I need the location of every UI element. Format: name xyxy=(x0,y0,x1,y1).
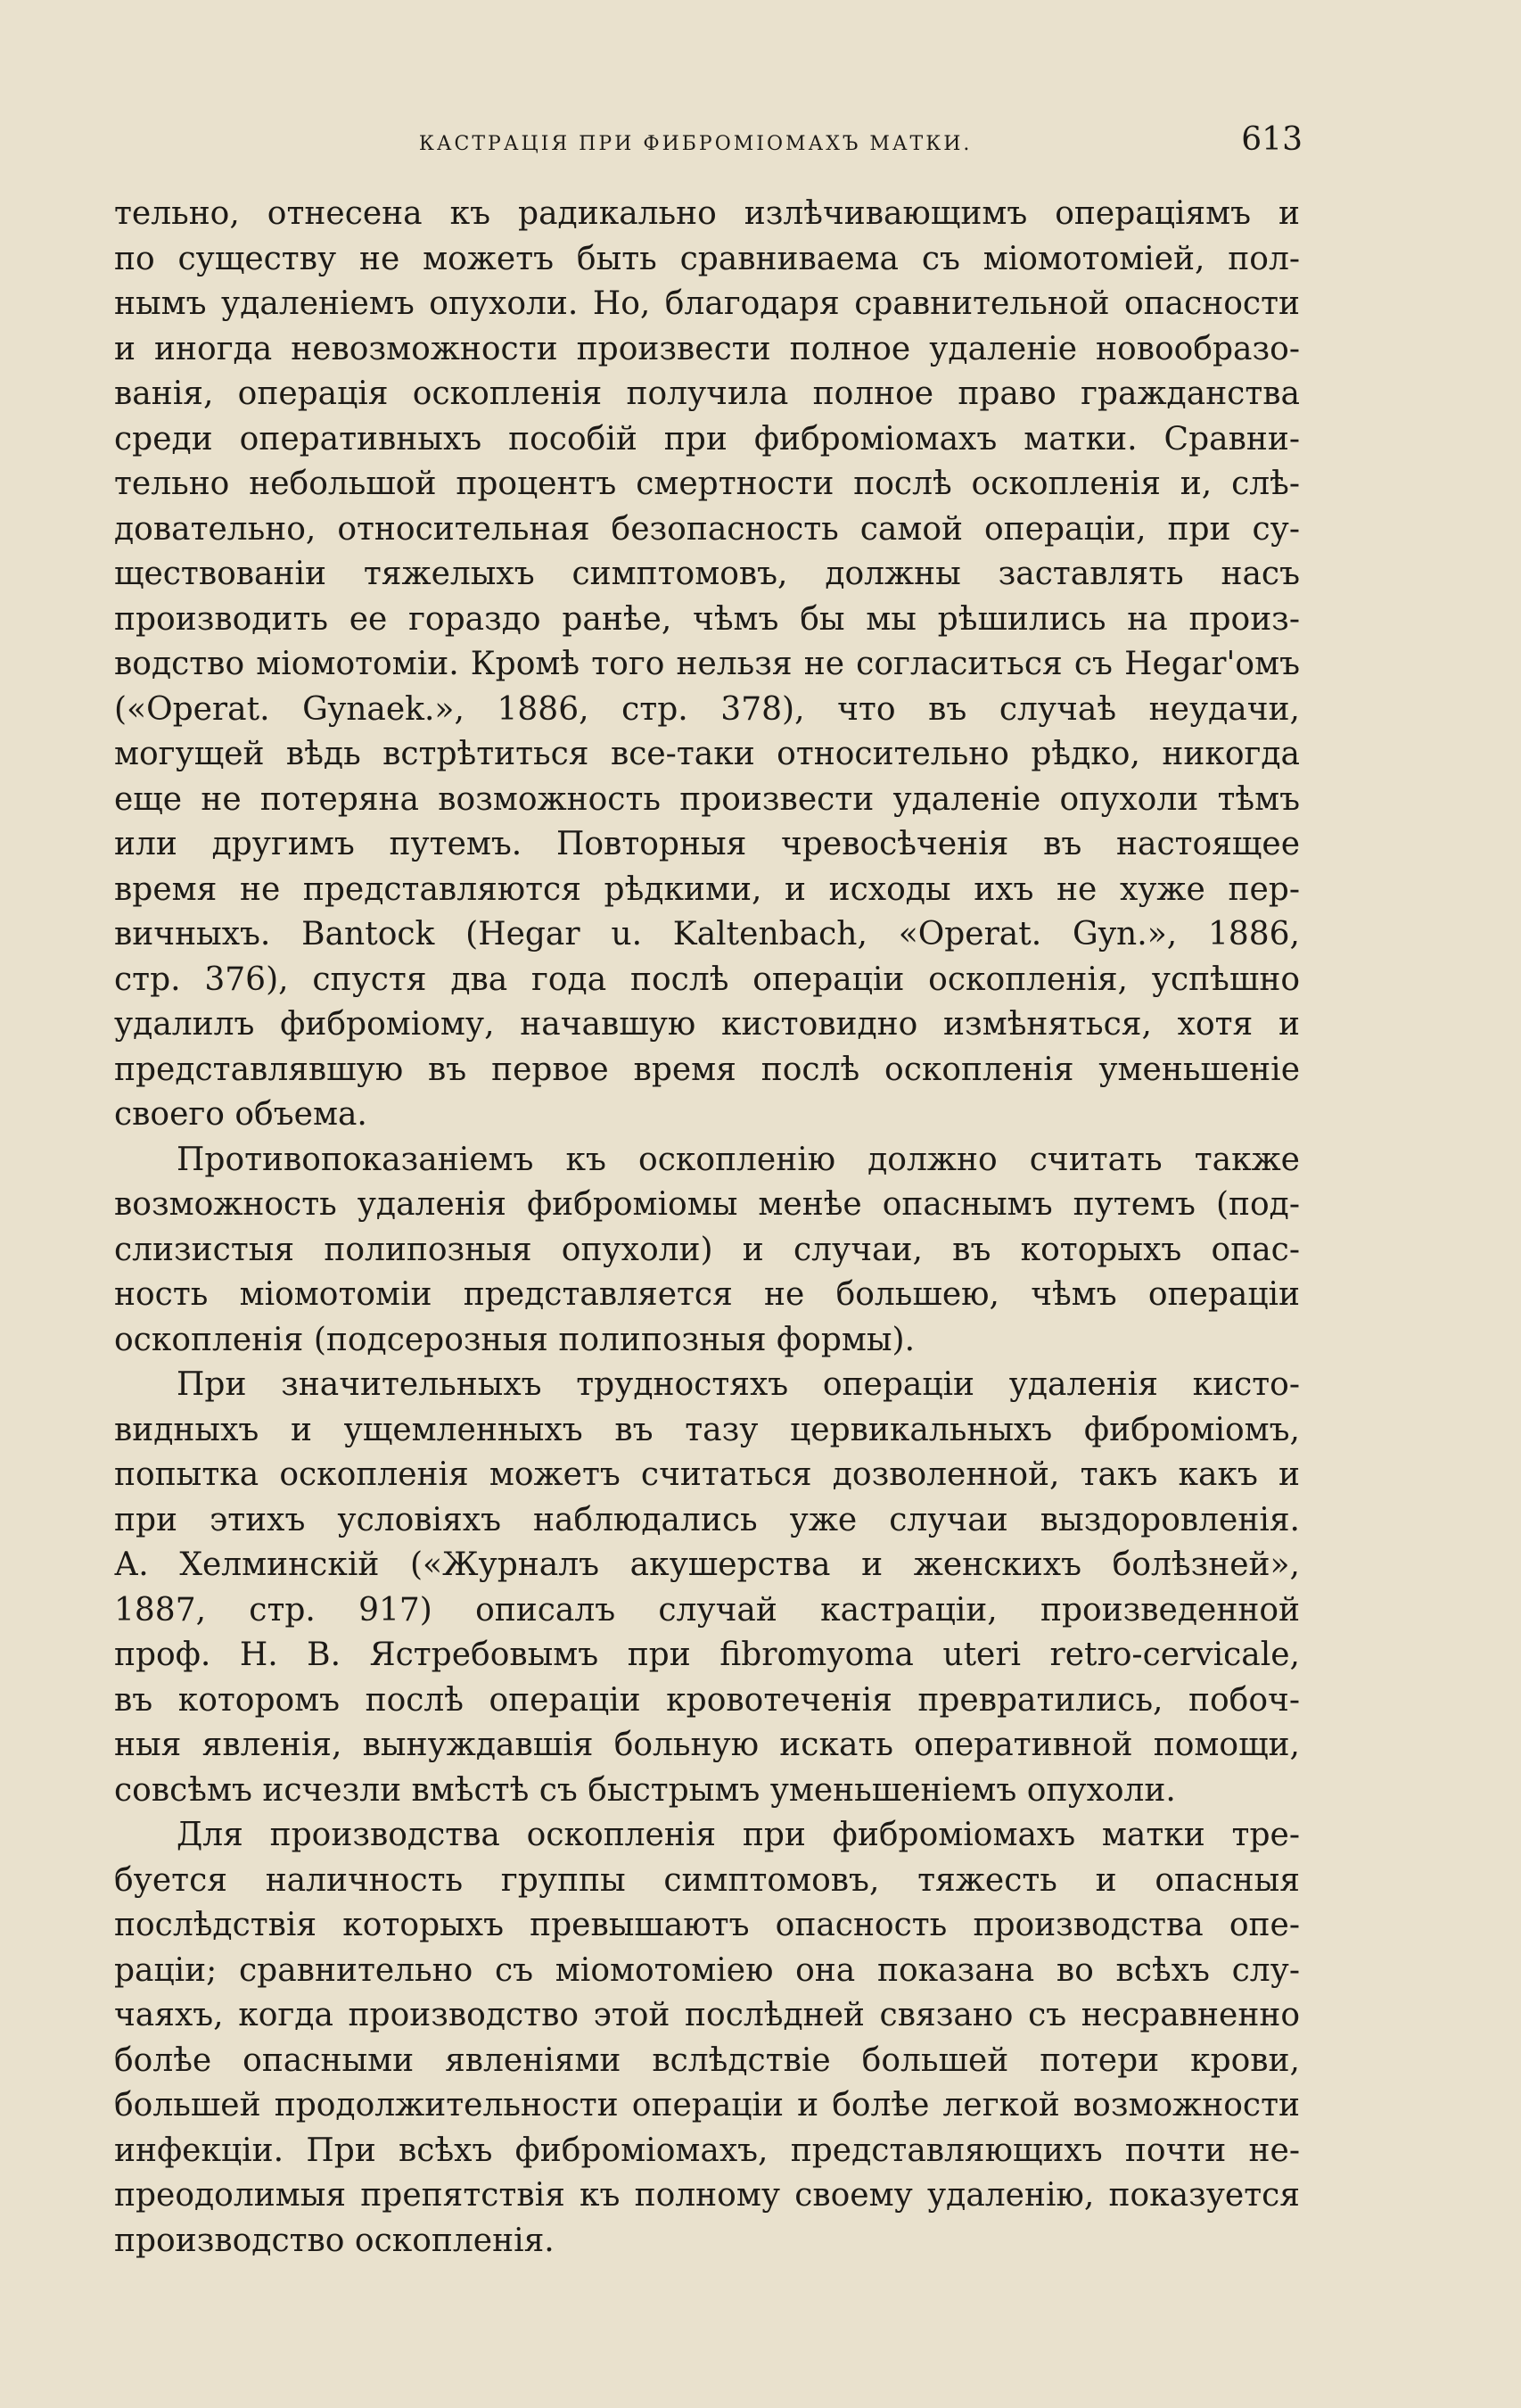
text-line: время не представляются рѣдкими, и исходы ихъ не хуже пер- xyxy=(114,870,1300,908)
text-line: («Operat. Gynaek.», 1886, стр. 378), что въ случаѣ неудачи, xyxy=(114,690,1300,728)
text-line: преодолимыя препятствія къ полному своему удаленію, показуется xyxy=(114,2177,1300,2214)
text-line: инфекціи. При всѣхъ фиброміомахъ, представляющихъ почти не- xyxy=(114,2132,1300,2169)
text-line: видныхъ и ущемленныхъ въ тазу цервикальныхъ фиброміомъ, xyxy=(114,1411,1300,1448)
text-line: послѣдствія которыхъ превышаютъ опасность производства опе- xyxy=(114,1907,1300,1943)
text-line: водство міомотоміи. Кромѣ того нельзя не согласиться съ Hegar'омъ xyxy=(114,646,1300,682)
text-line: производить ее гораздо ранѣе, чѣмъ бы мы рѣшились на произ- xyxy=(114,600,1300,638)
body-text xyxy=(114,192,1300,2264)
text-line: ныя явленія, вынуждавшія больную искать оперативной помощи, xyxy=(114,1727,1300,1763)
text-line: Для производства оскопленія при фиброміомахъ матки тре- xyxy=(177,1817,1300,1853)
text-line: ность міомотоміи представляется не большею, чѣмъ операціи xyxy=(114,1276,1300,1313)
text-line: и иногда невозможности произвести полное удаленіе новообразо- xyxy=(114,330,1300,367)
text-line: представлявшую въ первое время послѣ оскопленія уменьшеніе xyxy=(114,1051,1300,1088)
text-line: ванія, операція оскопленія получила полное право гражданства xyxy=(114,375,1300,412)
text-line: среди оперативныхъ пособій при фиброміомахъ матки. Сравни- xyxy=(114,420,1300,458)
text-line: болѣе опасными явленіями вслѣдствіе большей потери крови, xyxy=(114,2041,1300,2079)
running-title: КАСТРАЦІЯ ПРИ ФИБРОМІОМАХЪ МАТКИ. xyxy=(418,133,973,155)
text-line: довательно, относительная безопасность самой операціи, при су- xyxy=(114,510,1300,548)
text-line: возможность удаленія фиброміомы менѣе опаснымъ путемъ (под- xyxy=(114,1186,1300,1223)
running-head xyxy=(114,121,1303,158)
text-line: чаяхъ, когда производство этой послѣдней связано съ несравненно xyxy=(114,1997,1300,2033)
text-line: совсѣмъ исчезли вмѣстѣ съ быстрымъ уменьшеніемъ опухоли. xyxy=(114,1771,1176,1809)
text-line: могущей вѣдь встрѣтиться все-таки относительно рѣдко, никогда xyxy=(114,736,1300,772)
text-line: по существу не можетъ быть сравниваема съ міомотоміей, пол- xyxy=(114,240,1300,277)
text-line: При значительныхъ трудностяхъ операціи удаленія кисто- xyxy=(177,1366,1300,1403)
paragraph-2 xyxy=(114,1138,1300,1364)
paragraph-4 xyxy=(114,1813,1300,2264)
text-line: 1887, стр. 917) описалъ случай кастраціи, произведенной xyxy=(114,1591,1300,1629)
text-line: проф. Н. В. Ястребовымъ при fibromyoma uteri retro-cervicale, xyxy=(114,1637,1300,1673)
text-line: нымъ удаленіемъ опухоли. Но, благодаря сравнительной опасности xyxy=(114,285,1300,322)
text-line: стр. 376), спустя два года послѣ операціи оскопленія, успѣшно xyxy=(114,961,1300,998)
page-number: 613 xyxy=(1241,121,1303,158)
text-line: А. Хелминскій («Журналъ акушерства и женскихъ болѣзней», xyxy=(114,1546,1300,1583)
text-line: въ которомъ послѣ операціи кровотеченія превратились, побоч- xyxy=(114,1681,1300,1719)
text-line: раціи; сравнительно съ міомотоміею она показана во всѣхъ слу- xyxy=(114,1951,1300,1989)
text-line: оскопленія (подсерозныя полипозныя формы). xyxy=(114,1321,916,1358)
paragraph-1 xyxy=(114,192,1300,1138)
text-line: тельно, отнесена къ радикально излѣчивающимъ операціямъ и xyxy=(114,195,1300,232)
text-line: еще не потеряна возможность произвести удаленіе опухоли тѣмъ xyxy=(114,780,1300,818)
text-line: буется наличность группы симптомовъ, тяжесть и опасныя xyxy=(114,1861,1300,1899)
text-line: слизистыя полипозныя опухоли) и случаи, въ которыхъ опас- xyxy=(114,1231,1300,1268)
text-line: попытка оскопленія можетъ считаться дозволенной, такъ какъ и xyxy=(114,1456,1300,1493)
text-line: при этихъ условіяхъ наблюдались уже случаи выздоровленія. xyxy=(114,1501,1300,1538)
paragraph-3 xyxy=(114,1363,1300,1813)
text-line: тельно небольшой процентъ смертности послѣ оскопленія и, слѣ- xyxy=(114,466,1300,502)
text-line: Противопоказаніемъ къ оскопленію должно считать также xyxy=(177,1141,1300,1178)
text-line: удалилъ фиброміому, начавшую кистовидно измѣняться, хотя и xyxy=(114,1006,1300,1043)
text-line: производство оскопленія. xyxy=(114,2222,555,2259)
text-line: ществованіи тяжелыхъ симптомовъ, должны заставлять насъ xyxy=(114,556,1300,592)
text-line: или другимъ путемъ. Повторныя чревосѣченія въ настоящее xyxy=(114,826,1300,862)
text-line: вичныхъ. Bantock (Hegar u. Kaltenbach, «Operat. Gyn.», 1886, xyxy=(114,916,1300,952)
text-line: своего объема. xyxy=(114,1096,367,1133)
text-line: большей продолжительности операціи и болѣе легкой возможности xyxy=(114,2087,1300,2123)
